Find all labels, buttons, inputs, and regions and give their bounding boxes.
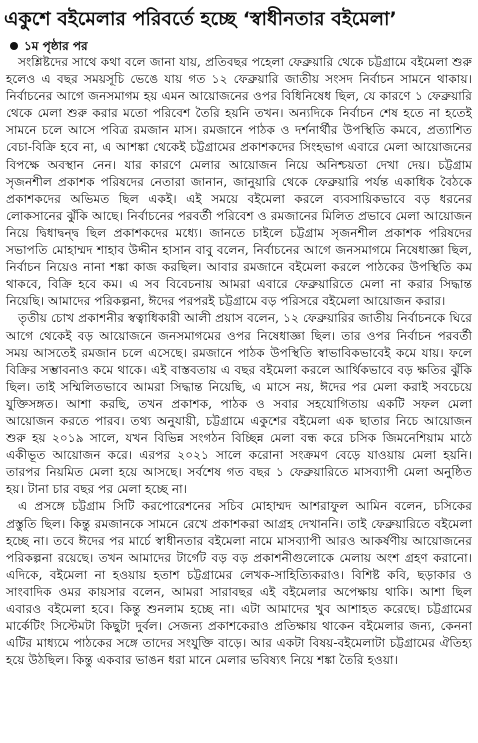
continuation-marker [10, 38, 88, 54]
article-paragraph: তৃতীয় চোখ প্রকাশনীর স্বত্বাধিকারী আলী প্রয়াস বলেন, ১২ ফেব্রুয়ারির জাতীয় নির্বাচনকে ঘিরে আগে থেকেই বড় আয়োজনে জনসমাগমের ওপর নিষেধাজ্ঞা ছিল। তার ওপর নির্বাচন পরবর্তী সময় আসতেই রমজান চলে এসেছে। রমজানে পাঠক উপস্থিতি স্বাভাবিকভাবেই কমে যায়। ফলে বিক্রির সম্ভাবনাও কমে থাকে। এই বাস্তবতায় এ বছর বইমেলা করলে আর্থিকভাবে বড় ক্ষতির ঝুঁকি ছিল। তাই সম্মিলিতভাবে আমরা সিদ্ধান্ত নিয়েছি, এ মাসে নয়, ঈদের পর মেলা করাই সবচেয়ে যুক্তিসঙ্গত। আশা করছি, তখন প্রকাশক, পাঠক ও সবার সহযোগিতায় একটি সফল মেলা আয়োজন করতে পারব। তথ্য অনুযায়ী, চট্টগ্রামে একুশের বইমেলা এক ছাতার নিচে আয়োজন শুরু হয় ২০১৯ সালে, যখন বিভিন্ন সংগঠন বিচ্ছিন্ন মেলা বন্ধ করে চসিক জিমনেশিয়াম মাঠে একীভূত আয়োজন করে। এরপর ২০২১ সালে করোনা সংক্রমণ বেড়ে যাওয়ায় মেলা হয়নি। তারপর নিয়মিত মেলা হয়ে আসছে। সর্বশেষ গত বছর ১ ফেব্রুয়ারিতে মাসব্যাপী মেলা অনুষ্ঠিত হয়। টানা চার বছর পর মেলা হচ্ছে না। [6, 311, 472, 497]
article-body [6, 54, 472, 669]
article-paragraph: সংশ্লিষ্টদের সাথে কথা বলে জানা যায়, প্রতিবছর পহেলা ফেব্রুয়ারি থেকে চট্টগ্রামে বইমেলা শুরু হলেও এ বছর সময়সূচি ভেঙে যায় গত ১২ ফেব্রুয়ারি জাতীয় সংসদ নির্বাচন সামনে থাকায়। নির্বাচনের আগে জনসমাগম হয় এমন আয়োজনের ওপর বিধিনিষেধ ছিল, যে কারণে ১ ফেব্রুয়ারি থেকে মেলা শুরু করার মতো পরিবেশ তৈরি হয়নি তখন। অন্যদিকে নির্বাচন শেষ হতে না হতেই সামনে চলে আসে পবিত্র রমজান মাস। রমজানে পাঠক ও দর্শনার্থীর উপস্থিতি কমবে, প্রত্যাশিত বেচা-বিক্রি হবে না, এ আশঙ্কা থেকেই চট্টগ্রামের প্রকাশকদের সিংহভাগ এবারে মেলা আয়োজনের বিপক্ষে অবস্থান নেন। যার কারণে মেলার আয়োজন নিয়ে অনিশ্চয়তা দেখা দেয়। চট্টগ্রাম সৃজনশীল প্রকাশক পরিষদের নেতারা জানান, জানুয়ারি থেকে ফেব্রুয়ারি পর্যন্ত একাধিক বৈঠকে প্রকাশকদের অভিমত ছিল একই। এই সময়ে বইমেলা করলে ব্যবসায়িকভাবে বড় ধরনের লোকসানের ঝুঁকি আছে। নির্বাচনের পরবর্তী পরিবেশ ও রমজানের মিলিত প্রভাবে মেলা আয়োজন নিয়ে দ্বিধাদ্বন্দ্ব ছিল প্রকাশকদের মধ্যে। জানতে চাইলে চট্টগ্রাম সৃজনশীল প্রকাশক পরিষদের সভাপতি মোহাম্মদ শাহাব উদ্দীন হাসান বাবু বলেন, নির্বাচনের আগে জনসমাগমে নিষেধাজ্ঞা ছিল, নির্বাচন নিয়েও নানা শঙ্কা কাজ করছিল। আবার রমজানে বইমেলা করলে পাঠকের উপস্থিতি কম থাকবে, বিক্রি হবে কম। এ সব বিবেচনায় আমরা এবারে ফেব্রুয়ারিতে মেলা না করার সিদ্ধান্ত নিয়েছি। আমাদের পরিকল্পনা, ঈদের পরপরই চট্টগ্রামে বড় পরিসরে বইমেলা আয়োজন করার। [6, 55, 472, 309]
article-paragraph: এ প্রসঙ্গে চট্টগ্রাম সিটি করপোরেশনের সচিব মোহাম্মদ আশরাফুল আমিন বলেন, চসিকের প্রস্তুতি ছিল। কিন্তু রমজানকে সামনে রেখে প্রকাশকরা আগ্রহ দেখাননি। তাই ফেব্রুয়ারিতে বইমেলা হচ্ছে না। তবে ঈদের পর মার্চে স্বাধীনতার বইমেলা নামে মাসব্যাপী আরও আকর্ষণীয় আয়োজনের পরিকল্পনা রয়েছে। তখন আমাদের টার্গেট বড় বড় প্রকাশনীগুলোকে মেলায় অংশ গ্রহণ করানো। এদিকে, বইমেলা না হওয়ায় হতাশ চট্টগ্রামের লেখক-সাহিত্যিকরাও। বিশিষ্ট কবি, ছড়াকার ও সাংবাদিক ওমর কায়সার বলেন, আমরা সারাবছর এই বইমেলার অপেক্ষায় থাকি। আশা ছিল এবারও বইমেলা হবে। কিন্তু শুনলাম হচ্ছে না। এটা আমাদের খুব আশাহত করেছে। চট্টগ্রামের মার্কেটিং সিস্টেমটা কিছুটা দুর্বল। সেজন্য প্রকাশকেরাও প্রতিক্ষায় থাকেন বইমেলার জন্য, কেননা এটির মাধ্যমে পাঠকের সঙ্গে তাদের সংযুক্তি বাড়ে। আর একটা বিষয়-বইমেলাটা চট্টগ্রামের ঐতিহ্য হয়ে উঠছিল। কিন্তু একবার ভাঙন ধরা মানে মেলার ভবিষ্যৎ নিয়ে শঙ্কা তৈরি হওয়া। [6, 499, 472, 668]
bullet-icon [10, 42, 18, 50]
headline: একুশে বইমেলার পরিবর্তে হচ্ছে ‘স্বাধীনতার বইমেলা’ [4, 8, 397, 30]
continuation-label: ১ম পৃষ্ঠার পর [24, 39, 88, 53]
